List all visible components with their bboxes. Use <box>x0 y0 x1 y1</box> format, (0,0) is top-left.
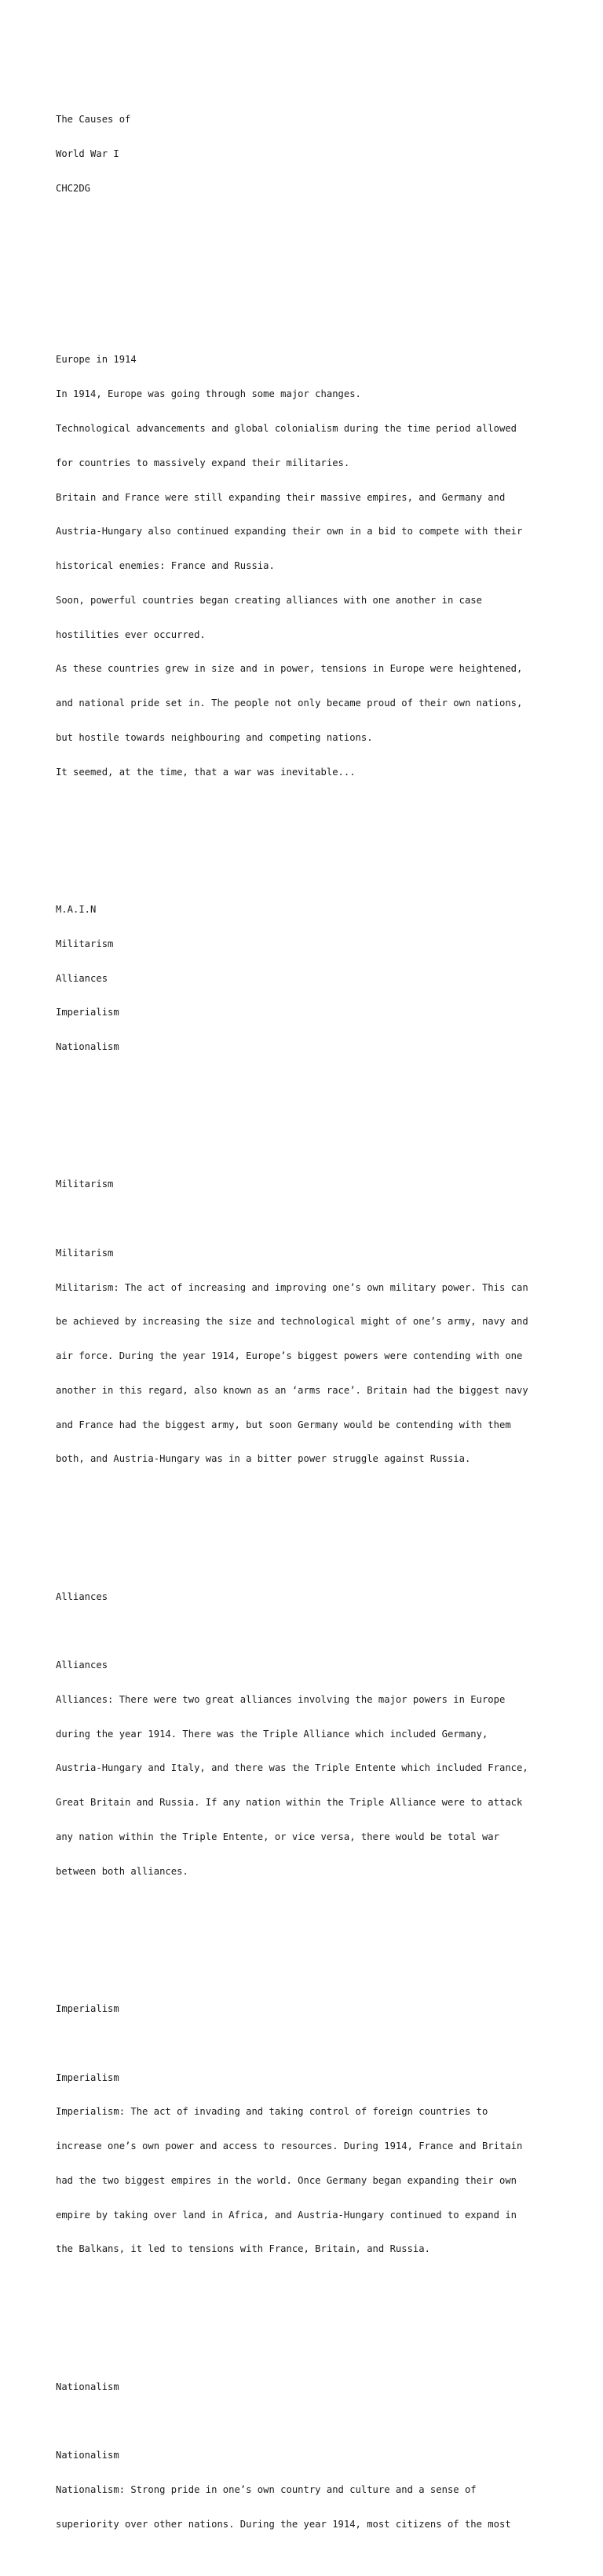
paragraph-line: during the year 1914. There was the Triple Alliance which included Germany, <box>56 1728 488 1740</box>
main-list-item: Alliances <box>56 972 108 984</box>
spacer <box>56 1522 574 1534</box>
paragraph-line: Imperialism: The act of invading and taking control of foreign countries to <box>56 2106 488 2118</box>
document-page <box>56 56 574 2576</box>
paragraph-line: Austria-Hungary also continued expanding their own in a bid to compete with their <box>56 526 523 537</box>
main-list-item: Nationalism <box>56 1041 119 1053</box>
paragraph-line: Militarism: The act of increasing and improving one’s own military power. This can <box>56 1281 528 1293</box>
europe-heading: Europe in 1914 <box>56 354 137 366</box>
paragraph-line: superiority over other nations. During the year 1914, most citizens of the most <box>56 2518 511 2530</box>
spacer <box>56 835 574 847</box>
paragraph-line: but hostile towards neighbouring and competing nations. <box>56 732 373 744</box>
paragraph-line: another in this regard, also known as an ‘arms race’. Britain had the biggest navy <box>56 1384 528 1396</box>
paragraph-line: As these countries grew in size and in power, tensions in Europe were heightened, <box>56 663 523 675</box>
paragraph-line: Britain and France were still expanding their massive empires, and Germany and <box>56 491 506 503</box>
paragraph-line: any nation within the Triple Entente, or vice versa, there would be total war <box>56 1831 499 1843</box>
paragraph-line: the Balkans, it led to tensions with France, Britain, and Russia. <box>56 2243 430 2255</box>
course-code: CHC2DG <box>56 182 91 194</box>
spacer <box>56 1625 574 1637</box>
imperialism-section-heading: Imperialism <box>56 2002 119 2014</box>
paragraph-line: both, and Austria-Hungary was in a bitter power struggle against Russia. <box>56 1453 471 1465</box>
paragraph-line: air force. During the year 1914, Europe’s biggest powers were contending with one <box>56 1350 523 1362</box>
alliances-sub-heading: Alliances <box>56 1660 108 1671</box>
paragraph-line: increase one’s own power and access to resources. During 1914, France and Britain <box>56 2141 523 2152</box>
alliances-section-heading: Alliances <box>56 1590 108 1602</box>
imperialism-sub-heading: Imperialism <box>56 2071 119 2083</box>
paragraph-line: Alliances: There were two great alliances involving the major powers in Europe <box>56 1693 506 1705</box>
paragraph-line: Great Britain and Russia. If any nation within the Triple Alliance were to attack <box>56 1797 523 1809</box>
militarism-section-heading: Militarism <box>56 1179 114 1190</box>
paragraph-line: had the two biggest empires in the world. Once Germany began expanding their own <box>56 2174 517 2186</box>
paragraph-line: In 1914, Europe was going through some major changes. <box>56 388 361 400</box>
paragraph-line: be achieved by increasing the size and technological might of one’s army, navy and <box>56 1316 528 1328</box>
main-list-item: Militarism <box>56 938 114 949</box>
paragraph-line: It seemed, at the time, that a war was inevitable... <box>56 766 356 778</box>
main-list-item: Imperialism <box>56 1007 119 1018</box>
militarism-section <box>56 1156 574 1488</box>
spacer <box>56 2038 574 2050</box>
paragraph-line: hostilities ever occurred. <box>56 629 206 640</box>
paragraph-line: empire by taking over land in Africa, and Austria-Hungary continued to expand in <box>56 2209 517 2221</box>
spacer <box>56 286 574 297</box>
paragraph-line: and France had the biggest army, but soon Germany would be contending with them <box>56 1419 511 1430</box>
paragraph-line: between both alliances. <box>56 1865 188 1877</box>
nationalism-sub-heading: Nationalism <box>56 2450 119 2461</box>
title-line-1: The Causes of <box>56 113 131 125</box>
spacer <box>56 2312 574 2324</box>
imperialism-section <box>56 1980 574 2278</box>
main-list-heading: M.A.I.N <box>56 903 97 915</box>
spacer <box>56 251 574 263</box>
main-list <box>56 881 574 1076</box>
paragraph-line: Austria-Hungary and Italy, and there was the Triple Entente which included France, <box>56 1762 528 1774</box>
paragraph-line: Soon, powerful countries began creating alliances with one another in case <box>56 594 482 606</box>
paragraph-line: Technological advancements and global colonialism during the time period allowed <box>56 423 517 434</box>
paragraph-line: for countries to massively expand their militaries. <box>56 457 350 468</box>
spacer <box>56 1934 574 1946</box>
spacer <box>56 1110 574 1122</box>
paragraph-line: and national pride set in. The people not only became proud of their own nations, <box>56 698 523 709</box>
spacer <box>56 2415 574 2427</box>
spacer <box>56 1213 574 1225</box>
nationalism-section-heading: Nationalism <box>56 2381 119 2392</box>
militarism-sub-heading: Militarism <box>56 1247 114 1259</box>
paragraph-line: Nationalism: Strong pride in one’s own country and culture and a sense of <box>56 2483 477 2495</box>
title-line-2: World War I <box>56 148 119 159</box>
paragraph-line: historical enemies: France and Russia. <box>56 560 275 572</box>
document-header <box>56 91 574 217</box>
nationalism-section <box>56 2358 574 2552</box>
alliances-section <box>56 1568 574 1900</box>
europe-section <box>56 331 574 800</box>
